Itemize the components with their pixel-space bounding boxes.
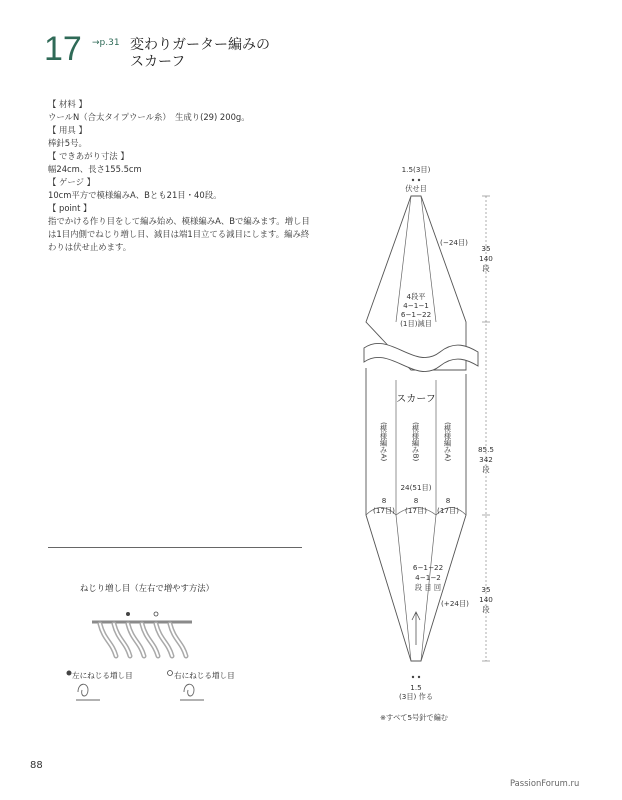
section-stitches: (17目) [437, 506, 459, 515]
dim-bot: 140 [479, 595, 493, 604]
watermark: PassionForum.ru [510, 778, 580, 788]
increase-rule: 段 目 回 [414, 583, 442, 592]
pattern-title-line2: スカーフ [130, 54, 186, 70]
needle-note: ※すべて5号針で編む [380, 713, 448, 722]
instruction-line: 【 point 】 [48, 203, 92, 213]
pattern-number: 17 [44, 30, 82, 68]
instruction-line: 10cm平方で模様編みA、Bとも21目・40段。 [48, 190, 222, 200]
dim-mid: 段 [482, 465, 490, 474]
increase-rule: 4−1−2 [415, 573, 441, 582]
twist-increase-title: ねじり増し目（左右で増やす方法） [80, 583, 214, 593]
increase-rule: 6−1−22 [412, 563, 444, 572]
page-reference: →p.31 [92, 38, 120, 48]
instruction-line: ウールN（合太タイプウール糸） 生成り(29) 200g。 [48, 112, 250, 122]
dim-top: 140 [479, 254, 493, 263]
top-width-label: 1.5(3目) [401, 165, 431, 174]
pattern-a-label: (模様編みA) [443, 422, 453, 462]
instruction-line: 【 材料 】 [48, 99, 87, 109]
dim-mid: 85.5 [477, 445, 495, 454]
decrease-count: (−24目) [440, 238, 468, 247]
instruction-line: 【 できあがり寸法 】 [48, 151, 129, 161]
decrease-rule: 6−1−22 [400, 310, 432, 319]
dim-bot: 段 [482, 605, 490, 614]
pattern-b-label: (模様編みB) [411, 422, 421, 462]
section-stitches: (17目) [405, 506, 427, 515]
section-width: 8 [413, 496, 419, 505]
increase-count: (+24目) [441, 599, 469, 608]
decrease-rule: (1目)減目 [400, 319, 432, 328]
instruction-line: わりは伏せ止めます。 [48, 242, 132, 252]
instruction-line: 【 用具 】 [48, 125, 87, 135]
section-width: 8 [381, 496, 387, 505]
page-number: 88 [30, 760, 43, 771]
scarf-label: スカーフ [396, 394, 436, 405]
cast-on-label: (3目) 作る [398, 692, 434, 701]
decrease-rule: 4−1−1 [403, 301, 429, 310]
twist-increase-illustration [67, 612, 205, 700]
dim-top: 段 [482, 264, 490, 273]
instruction-line: 幅24cm、長さ155.5cm [48, 164, 142, 174]
dim-top: 35 [481, 244, 491, 253]
decrease-rule: 4段平 [406, 292, 426, 301]
instruction-line: 指でかける作り目をして編み始め、模様編みA、Bで編みます。増し目 [48, 216, 310, 226]
section-divider [48, 547, 302, 548]
dim-bot: 35 [481, 585, 491, 594]
section-width: 8 [445, 496, 451, 505]
instruction-line: 【 ゲージ 】 [48, 177, 96, 187]
pattern-a-label: (模様編みA) [379, 422, 389, 462]
left-twist-label: 左にねじる増し目 [72, 671, 133, 680]
instruction-line: 棒針5号。 [48, 138, 87, 148]
pattern-title-line1: 変わりガーター編みの [130, 37, 270, 53]
dim-mid: 342 [479, 455, 493, 464]
instruction-line: は1目内側でねじり増し目、減目は端1目立てる減目にします。編み終 [48, 229, 310, 239]
right-twist-label: 右にねじる増し目 [174, 671, 235, 680]
bottom-width: 1.5 [410, 683, 422, 692]
bind-off-label: 伏せ目 [405, 184, 427, 193]
section-stitches: (17目) [373, 506, 395, 515]
total-width-label: 24(51目) [400, 483, 432, 492]
